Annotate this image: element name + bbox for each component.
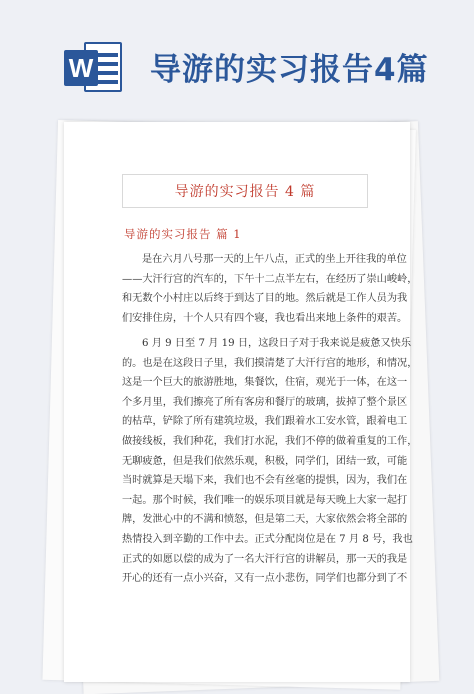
- paragraph-line: 无聊疲惫，但是我们依然乐观，积极，同学们，团结一致，可能: [122, 455, 408, 467]
- paragraph-1: [122, 250, 418, 328]
- paragraph-line: 做接线板，我们种花，我们打水泥，我们不停的做着重复的工作，: [122, 435, 418, 447]
- paragraph-line: 热情投入到辛勤的工作中去。正式分配岗位是在 7 月 8 号，我也: [122, 533, 413, 545]
- paragraph-line: 的枯草，铲除了所有建筑垃圾，我们跟着水工安水管，跟着电工: [122, 416, 408, 428]
- paragraph-line: 个多月里，我们擦亮了所有客房和餐厅的玻璃，拔掉了整个景区: [122, 396, 408, 408]
- section-heading: 导游的实习报告 篇 1: [124, 227, 242, 241]
- paragraph-line: 这是一个巨大的旅游胜地，集餐饮，住宿，观光于一体，在这一: [122, 377, 408, 389]
- paragraph-line: 的。也是在这段日子里，我们摸清楚了大汗行宫的地形，和情况，: [122, 357, 418, 369]
- paragraph-line: 牌，发泄心中的不满和愤怒，但是第二天，大家依然会将全部的: [122, 514, 408, 526]
- paragraph-line: ——大汗行宫的汽车的，下午十二点半左右，在经历了崇山峻岭，: [122, 273, 418, 285]
- paragraph-line: 们安排住房，十个人只有四个寝，我也看出来地上条件的艰苦。: [122, 312, 408, 324]
- paragraph-line: 和无数个小村庄以后终于到达了目的地。然后就是工作人员为我: [122, 293, 408, 305]
- paragraph-line: 一起。那个时候，我们唯一的娱乐项目就是每天晚上大家一起打: [122, 494, 408, 506]
- paragraph-line: 正式的如愿以偿的成为了一名大汗行宫的讲解员，那一天的我是: [122, 553, 408, 565]
- paragraph-line: 当时就算是天塌下来，我们也不会有丝毫的提惧，因为，我们在: [122, 475, 408, 487]
- microsoft-word-icon: [64, 40, 128, 96]
- document-preview-header: [0, 0, 474, 118]
- word-logo-letter: W: [64, 50, 98, 86]
- document-title-box: [122, 174, 368, 208]
- page-title: 导游的实习报告4篇: [150, 52, 429, 88]
- paragraph-line: 是在六月八号那一天的上午八点，正式的坐上开往我的单位: [142, 254, 407, 265]
- paragraph-2: [122, 334, 418, 589]
- paragraph-line: 6 月 9 日至 7 月 19 日，这段日子对于我来说是疲惫又快乐: [142, 338, 412, 349]
- paragraph-line: 开心的还有一点小兴奋，又有一点小悲伤，同学们也都分到了不: [122, 573, 408, 585]
- document-page: [64, 122, 418, 682]
- document-title: 导游的实习报告 4 篇: [174, 184, 316, 200]
